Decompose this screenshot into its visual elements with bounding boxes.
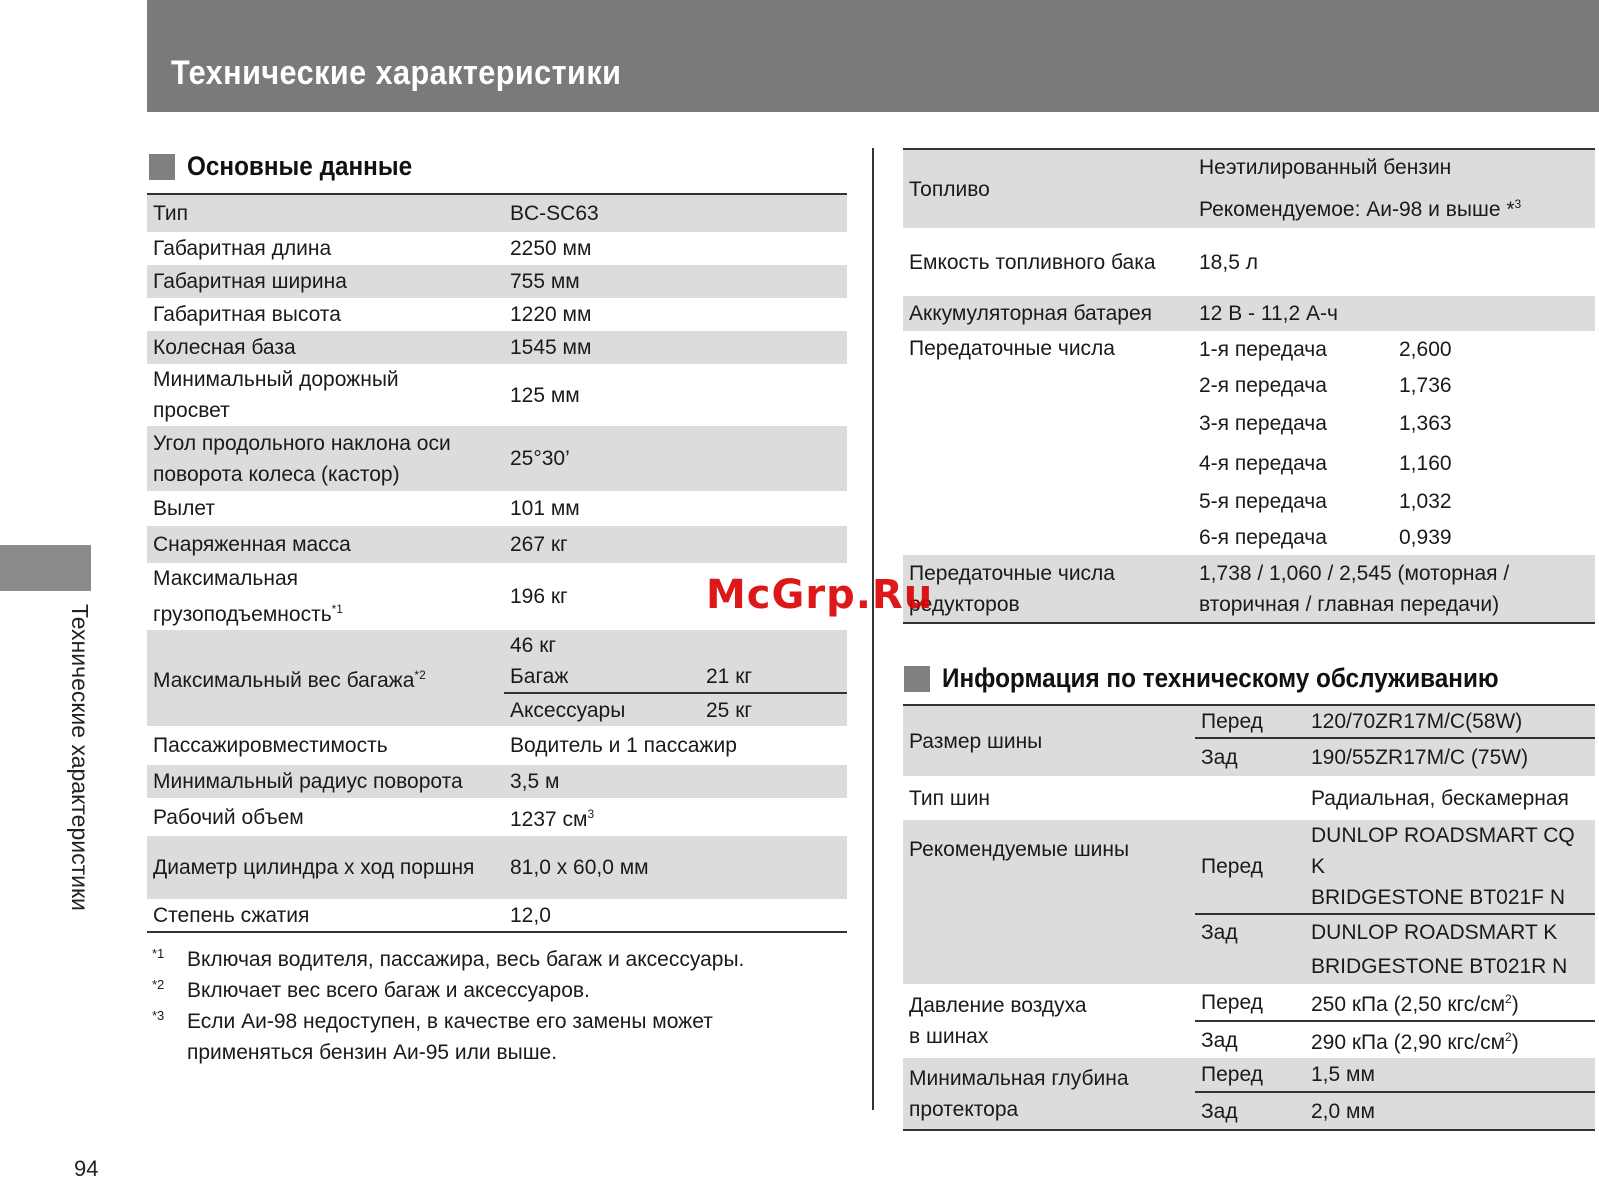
table-row: Тип шин Радиальная, бескамерная — [903, 776, 1595, 820]
table-row: Минимальный радиус поворота 3,5 м — [147, 765, 847, 798]
table-row: Минимальная глубина протектора Перед 1,5 мм — [903, 1058, 1595, 1092]
footnote: *3 Если Аи-98 недоступен, в качестве его замены может применяться бензин Аи-95 или выше. — [152, 1008, 713, 1064]
table-row: Диаметр цилиндра х ход поршня 81,0 x 60,0 мм — [147, 836, 847, 899]
table-row: Пассажировместимость Водитель и 1 пассажир — [147, 726, 847, 765]
table-row: Степень сжатия 12,0 — [147, 899, 847, 932]
footnote: *1 Включая водителя, пассажира, весь багаж и аксессуары. — [152, 946, 745, 971]
maintenance-heading: Информация по техническому обслуживанию — [904, 663, 1561, 694]
watermark-text: McGrp.Ru — [706, 572, 934, 618]
section-square-icon — [149, 154, 175, 180]
table-row: Давление воздуха в шинах Перед 250 кПа (2,50 кгс/$см^2$) — [903, 984, 1595, 1021]
table-row: Минимальный дорожный просвет 125 мм — [147, 364, 847, 426]
page-title: Технические характеристики — [171, 54, 622, 92]
table-row: Передаточные числа редукторов 1,738 / 1,060 / 2,545 (моторная / вторичная / главная передачи) — [903, 555, 1595, 623]
table-row: Вылет 101 мм — [147, 491, 847, 526]
table-row: 4-я передача 1,160 — [903, 443, 1595, 483]
table-row: Рабочий объем 1237 $см^3$ — [147, 798, 847, 836]
table-row: Максимальный вес багажа$^{*2}$ 46 кг — [147, 630, 847, 661]
table-row: Зад 2,0 мм — [903, 1092, 1595, 1130]
table-row: Габаритная высота 1220 мм — [147, 298, 847, 331]
header-bar — [147, 0, 1599, 112]
table-row: Рекомендуемые шины Перед DUNLOP ROADSMART CQ K BRIDGESTONE BT021F N — [903, 820, 1595, 914]
basic-data-table — [147, 193, 847, 933]
section-square-icon — [904, 666, 930, 692]
table-row: 3-я передача 1,363 — [903, 403, 1595, 443]
table-row: Размер шины Перед 120/70ZR17M/C(58W) — [903, 705, 1595, 738]
table-row: Максимальная грузоподъемность$^{*1}$ 196 кг — [147, 563, 847, 630]
footnote: *2 Включает вес всего багаж и аксессуаров. — [152, 977, 590, 1002]
table-row: Аккумуляторная батарея 12 В - 11,2 А-ч — [903, 296, 1595, 331]
table-row: Габаритная ширина 755 мм — [147, 265, 847, 298]
side-section-label: Технические характеристики — [67, 604, 93, 911]
table-row: Емкость топливного бака 18,5 л — [903, 228, 1595, 296]
maintenance-table — [903, 704, 1595, 1131]
page-number: 94 — [74, 1156, 99, 1181]
table-row: Угол продольного наклона оси поворота колеса (кастор) 25°30’ — [147, 426, 847, 491]
table-row: Зад 190/55ZR17M/C (75W) — [903, 738, 1595, 776]
table-row: Снаряженная масса 267 кг — [147, 526, 847, 563]
table-row: 2-я передача 1,736 — [903, 367, 1595, 403]
table-row: 5-я передача 1,032 — [903, 483, 1595, 519]
footnotes — [152, 944, 852, 1068]
column-divider — [872, 148, 874, 1110]
side-tab — [0, 545, 91, 591]
table-row: Топливо Неэтилированный бензин Рекомендуемое: Аи-98 и выше *$^3$ — [903, 149, 1595, 228]
table-row: Зад 290 кПа (2,90 кгс/$см^2$) — [903, 1021, 1595, 1058]
table-row: Багаж 21 кг — [147, 661, 847, 693]
table-row: 6-я передача 0,939 — [903, 519, 1595, 555]
table-row: Тип BC-SC63 — [147, 194, 847, 232]
table-row: Габаритная длина 2250 мм — [147, 232, 847, 265]
table-row: Зад DUNLOP ROADSMART K BRIDGESTONE BT021R N — [903, 914, 1595, 984]
table-row: Аксессуары 25 кг — [147, 693, 847, 726]
basic-data-heading: Основные данные — [149, 151, 437, 182]
table-row: Передаточные числа 1-я передача 2,600 — [903, 331, 1595, 367]
table-row: Колесная база 1545 мм — [147, 331, 847, 364]
engine-data-table — [903, 148, 1595, 624]
